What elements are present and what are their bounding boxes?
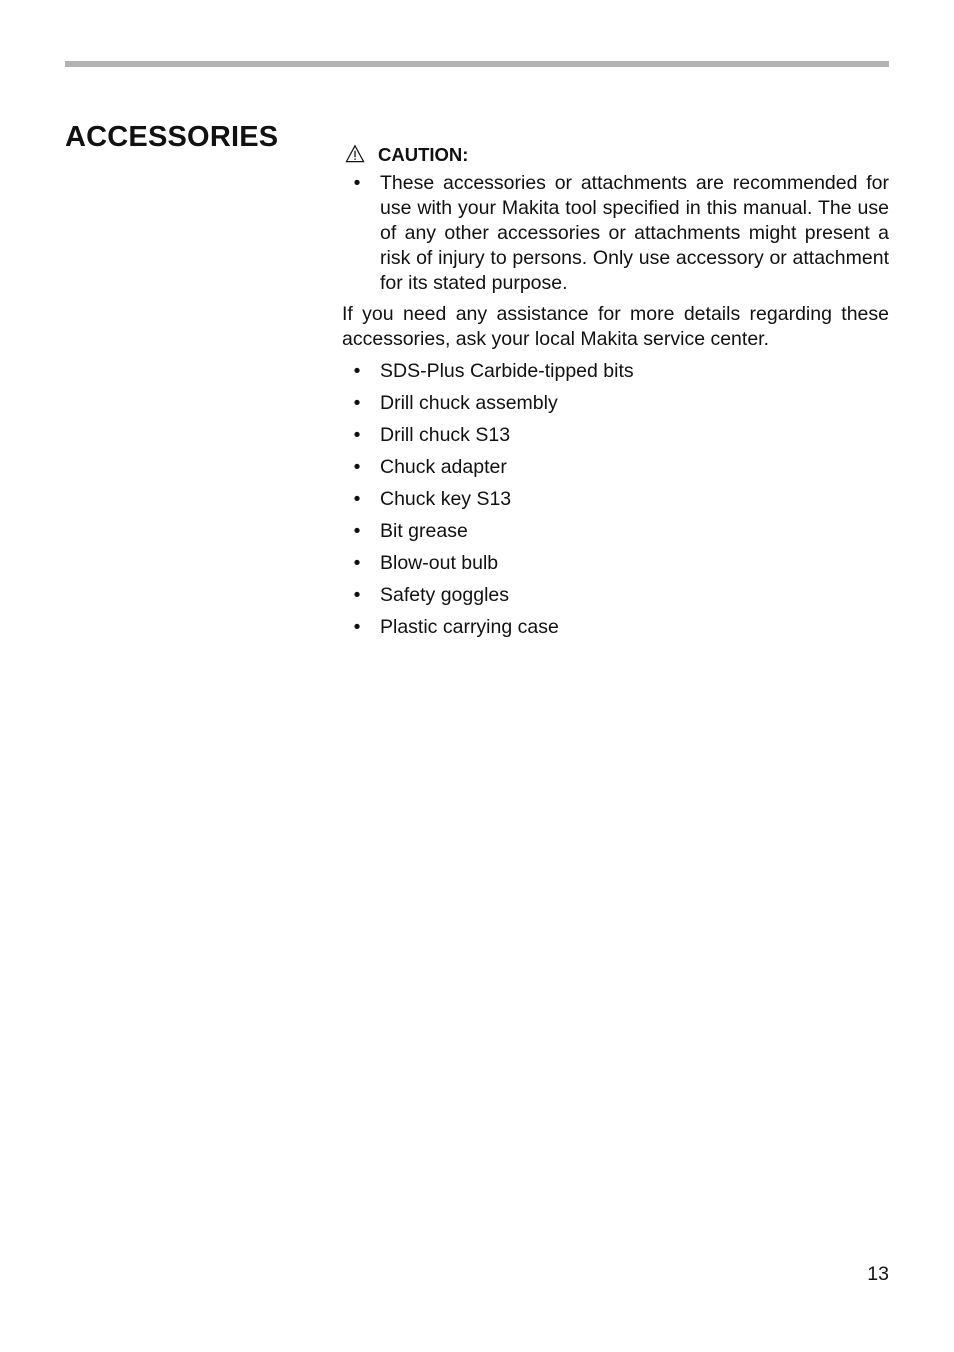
bullet-dot: • bbox=[353, 392, 361, 414]
bullet-dot: • bbox=[353, 488, 361, 510]
caution-list bbox=[342, 171, 889, 296]
bullet-dot: • bbox=[353, 616, 361, 638]
warning-triangle-icon bbox=[345, 144, 365, 164]
list-item bbox=[342, 615, 889, 647]
intro-paragraph: If you need any assistance for more details regarding these accessories, ask your local Makita service center. bbox=[342, 303, 889, 350]
bullet-dot: • bbox=[353, 360, 361, 382]
caution-item bbox=[342, 171, 889, 296]
accessory-label: Safety goggles bbox=[380, 584, 510, 606]
accessory-label: Drill chuck assembly bbox=[380, 392, 558, 414]
list-item bbox=[342, 583, 889, 615]
accessory-label: SDS-Plus Carbide-tipped bits bbox=[380, 360, 634, 382]
list-item bbox=[342, 519, 889, 551]
list-item bbox=[342, 455, 889, 487]
caution-item-text: These accessories or attachments are recommended for use with your Makita tool specified in this manual. The use of any other accessories or attachments might present a risk of injury to persons. Only use accessory or attachment for its stated purpose. bbox=[380, 172, 889, 294]
bullet-dot: • bbox=[353, 172, 361, 194]
accessories-content bbox=[342, 141, 889, 647]
accessory-label: Drill chuck S13 bbox=[380, 424, 511, 446]
top-rule bbox=[65, 61, 889, 67]
list-item bbox=[342, 551, 889, 583]
accessory-label: Chuck key S13 bbox=[380, 488, 512, 510]
bullet-dot: • bbox=[353, 552, 361, 574]
accessory-label: Chuck adapter bbox=[380, 456, 507, 478]
caution-label: CAUTION: bbox=[378, 143, 469, 165]
accessory-label: Plastic carrying case bbox=[380, 616, 559, 638]
list-item bbox=[342, 423, 889, 455]
list-item bbox=[342, 391, 889, 423]
bullet-dot: • bbox=[353, 584, 361, 606]
bullet-dot: • bbox=[353, 520, 361, 542]
list-item bbox=[342, 487, 889, 519]
accessory-label: Blow-out bulb bbox=[380, 552, 499, 574]
bullet-dot: • bbox=[353, 424, 361, 446]
caution-heading bbox=[342, 141, 889, 167]
accessory-label: Bit grease bbox=[380, 520, 468, 542]
bullet-dot: • bbox=[353, 456, 361, 478]
accessories-list bbox=[342, 359, 889, 647]
page-number: 13 bbox=[867, 1263, 889, 1285]
list-item bbox=[342, 359, 889, 391]
section-title: ACCESSORIES bbox=[65, 121, 279, 153]
